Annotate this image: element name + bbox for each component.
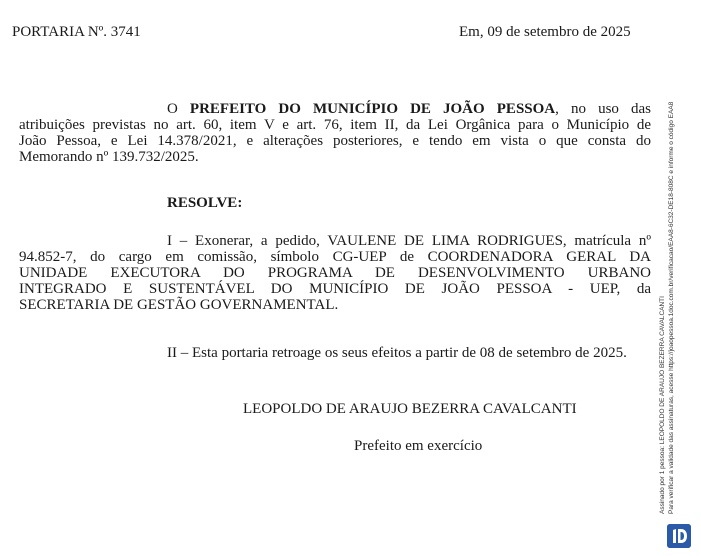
preamble-line-2: atribuições previstas no art. 60, item V e art. 76, item II, da Lei Orgânica para o Município de (19, 117, 651, 133)
signed-by-line: Assinado por 1 pessoa: LEOPOLDO DE ARAUJO BEZERRA CAVALCANTI (659, 296, 666, 514)
1doc-logo-icon (667, 524, 691, 548)
preamble-paragraph (19, 101, 651, 165)
article-1-line-4: INTEGRADO E SUSTENTÁVEL DO MUNICÍPIO DE JOÃO PESSOA - UEP, da (19, 281, 651, 297)
article-1-line-3: UNIDADE EXECUTORA DO PROGRAMA DE DESENVOLVIMENTO URBANO (19, 265, 651, 281)
preamble-line-1 (19, 101, 651, 117)
article-1-line-1: I – Exonerar, a pedido, VAULENE DE LIMA RODRIGUES, matrícula nº (167, 233, 651, 249)
article-1-paragraph (19, 233, 651, 313)
preamble-line-3: João Pessoa, e Lei 14.378/2021, e alterações posteriores, e tendo em vista o que consta do (19, 133, 651, 149)
preamble-prefix: O (167, 101, 190, 117)
resolve-heading: RESOLVE: (167, 195, 243, 211)
verification-text (658, 0, 694, 514)
document-date: Em, 09 de setembro de 2025 (459, 24, 631, 40)
mayor-title: PREFEITO DO MUNICÍPIO DE JOÃO PESSOA (189, 101, 556, 117)
preamble-suffix: , no uso das (555, 101, 651, 117)
verification-url-line[interactable]: Para verificar a validade das assinaturas, acesse https://joaopessoa.1doc.com.br/verificacao/EAA8-6C32-DE18-808C e informe o código EAA8 (668, 101, 675, 514)
article-1-line-5: SECRETARIA DE GESTÃO GOVERNAMENTAL. (19, 297, 339, 313)
portaria-number: PORTARIA Nº. 3741 (12, 24, 141, 40)
signature-verification-sidebar (658, 0, 694, 520)
article-2: II – Esta portaria retroage os seus efeitos a partir de 08 de setembro de 2025. (167, 345, 627, 361)
signer-name: LEOPOLDO DE ARAUJO BEZERRA CAVALCANTI (243, 401, 577, 417)
signer-role: Prefeito em exercício (354, 438, 483, 454)
preamble-line-4: Memorando nº 139.732/2025. (19, 149, 199, 165)
article-1-line-2: 94.852-7, do cargo em comissão, símbolo CG-UEP de COORDENADORA GERAL DA (19, 249, 651, 265)
